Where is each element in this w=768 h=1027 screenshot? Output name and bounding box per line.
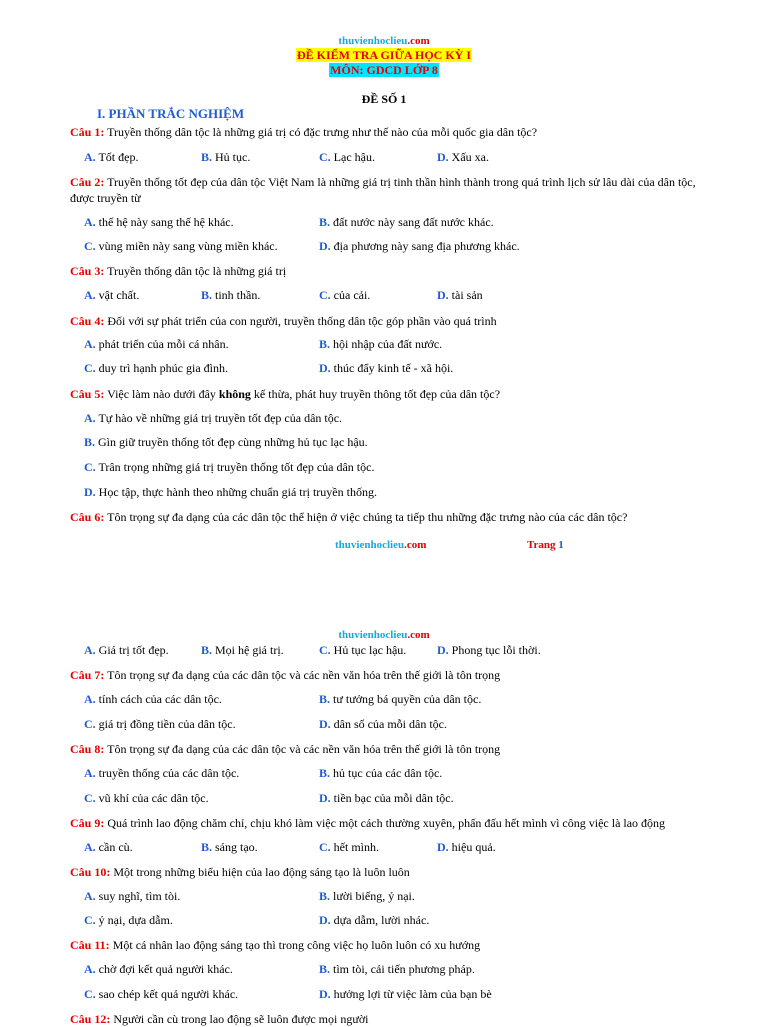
question-10-option-a: A. suy nghĩ, tìm tòi.	[84, 889, 181, 903]
question-1-option-d: D. Xấu xa.	[437, 150, 489, 164]
question-11-option-d: D. hưởng lợi từ việc làm của bạn bè	[319, 987, 492, 1001]
question-7-option-c: C. giá trị đồng tiền của dân tộc.	[84, 717, 236, 731]
question-3-option-c: C. của cải.	[319, 288, 371, 302]
question-8-option-b: B. hủ tục của các dân tộc.	[319, 766, 443, 780]
question-6-option-c: C. Hủ tục lạc hậu.	[319, 643, 407, 657]
question-7-option-a: A. tính cách của các dân tộc.	[84, 692, 222, 706]
question-4: Câu 4: Đối với sự phát triển của con người, truyền thống dân tộc góp phần vào quá trình	[70, 314, 497, 328]
question-5-option-d: D. Học tập, thực hành theo những chuẩn giá trị truyền thống.	[84, 485, 377, 499]
page-2	[0, 620, 768, 1024]
question-5-option-b: B. Gìn giữ truyền thống tốt đẹp cùng những hủ tục lạc hậu.	[84, 435, 368, 449]
footer-site: thuvienhoclieu.com	[335, 539, 427, 551]
question-8-option-a: A. truyền thống của các dân tộc.	[84, 766, 240, 780]
question-11-option-c: C. sao chép kết quả người khác.	[84, 987, 239, 1001]
question-6-option-b: B. Mọi hệ giá trị.	[201, 643, 284, 657]
question-6-option-d: D. Phong tục lỗi thời.	[437, 643, 541, 657]
question-11: Câu 11: Một cá nhân lao động sáng tạo thì trong công việc họ luôn luôn có xu hướng	[70, 938, 481, 952]
exam-number: ĐỀ SỐ 1	[361, 92, 407, 106]
question-10-option-c: C. ỷ nại, dựa dẫm.	[84, 913, 173, 927]
question-6: Câu 6: Tôn trọng sự đa dạng của các dân tộc thể hiện ở việc chúng ta tiếp thu những đặc trưng nào của các dân tộc?	[70, 510, 628, 524]
question-3-option-d: D. tài sản	[437, 288, 483, 302]
question-3-option-b: B. tinh thần.	[201, 288, 261, 302]
question-4-option-b: B. hội nhập của đất nước.	[319, 337, 443, 351]
question-4-option-d: D. thúc đẩy kinh tế - xã hội.	[319, 361, 454, 375]
question-5-option-a: A. Tự hào về những giá trị truyền tốt đẹp của dân tộc.	[84, 411, 343, 425]
question-11-option-a: A. chờ đợi kết quả người khác.	[84, 962, 233, 976]
question-3-option-a: A. vật chất.	[84, 288, 140, 302]
question-2-option-a: A. thế hệ này sang thế hệ khác.	[84, 215, 234, 229]
question-1-option-c: C. Lạc hậu.	[319, 150, 375, 164]
question-7: Câu 7: Tôn trọng sự đa dạng của các dân tộc và các nền văn hóa trên thế giới là tôn trọng	[70, 668, 501, 682]
exam-subject: MÔN: GDCD LỚP 8	[330, 63, 438, 77]
section-heading: I. PHẦN TRẮC NGHIỆM	[97, 106, 245, 121]
question-8-option-c: C. vũ khí của các dân tộc.	[84, 791, 209, 805]
footer-page: Trang 1	[527, 539, 564, 551]
question-7-option-d: D. dân số của mỗi dân tộc.	[319, 717, 447, 731]
question-8-option-d: D. tiền bạc của mỗi dân tộc.	[319, 791, 454, 805]
question-4-option-a: A. phát triển của mỗi cá nhân.	[84, 337, 229, 351]
question-2-option-d: D. địa phương này sang địa phương khác.	[319, 239, 520, 253]
question-12: Câu 12: Người cần cù trong lao động sẽ luôn được mọi người	[70, 1012, 369, 1026]
question-9: Câu 9: Quá trình lao động chăm chỉ, chịu khó làm việc một cách thường xuyên, phấn đấu hết mình vì công việc là lao động	[70, 816, 666, 830]
question-1-option-b: B. Hủ tục.	[201, 150, 251, 164]
question-2-option-c: C. vùng miền này sang vùng miền khác.	[84, 239, 278, 253]
question-10-option-b: B. lười biếng, ỷ nại.	[319, 889, 415, 903]
question-9-option-d: D. hiệu quả.	[437, 840, 496, 854]
question-1: Câu 1: Truyền thống dân tộc là những giá trị có đặc trưng như thế nào của mỗi quốc gia dân tộc?	[70, 125, 538, 139]
question-5: Câu 5: Việc làm nào dưới đây không kế thừa, phát huy truyền thông tốt đẹp của dân tộc?	[70, 387, 501, 401]
question-11-option-b: B. tìm tòi, cải tiến phương pháp.	[319, 962, 475, 976]
site-watermark-top: thuvienhoclieu.com	[338, 35, 430, 47]
question-9-option-c: C. hết mình.	[319, 840, 379, 854]
site-watermark-page2: thuvienhoclieu.com	[338, 629, 430, 641]
question-10: Câu 10: Một trong những biểu hiện của lao động sáng tạo là luôn luôn	[70, 865, 410, 879]
question-10-option-d: D. dựa dẫm, lười nhác.	[319, 913, 430, 927]
question-2: Câu 2: Truyền thống tốt đẹp của dân tộc Việt Nam là những giá trị tinh thần hình thành trong quá trình lịch sử lâu dài của dân tộc, được truyền từ	[70, 175, 696, 205]
exam-title: ĐỀ KIỂM TRA GIỮA HỌC KỲ I	[296, 48, 472, 62]
question-6-option-a: A. Giá trị tốt đẹp.	[84, 643, 169, 657]
question-9-option-a: A. cần cù.	[84, 840, 133, 854]
question-8: Câu 8: Tôn trọng sự đa dạng của các dân tộc và các nền văn hóa trên thế giới là tôn trọng	[70, 742, 501, 756]
question-2-option-b: B. đất nước này sang đất nước khác.	[319, 215, 494, 229]
question-3: Câu 3: Truyền thống dân tộc là những giá trị	[70, 264, 287, 278]
question-7-option-b: B. tư tưởng bá quyền của dân tộc.	[319, 692, 482, 706]
question-1-option-a: A. Tốt đẹp.	[84, 150, 139, 164]
question-4-option-c: C. duy trì hạnh phúc gia đình.	[84, 361, 228, 375]
question-9-option-b: B. sáng tạo.	[201, 840, 258, 854]
question-5-option-c: C. Trân trọng những giá trị truyền thống tốt đẹp của dân tộc.	[84, 460, 375, 474]
